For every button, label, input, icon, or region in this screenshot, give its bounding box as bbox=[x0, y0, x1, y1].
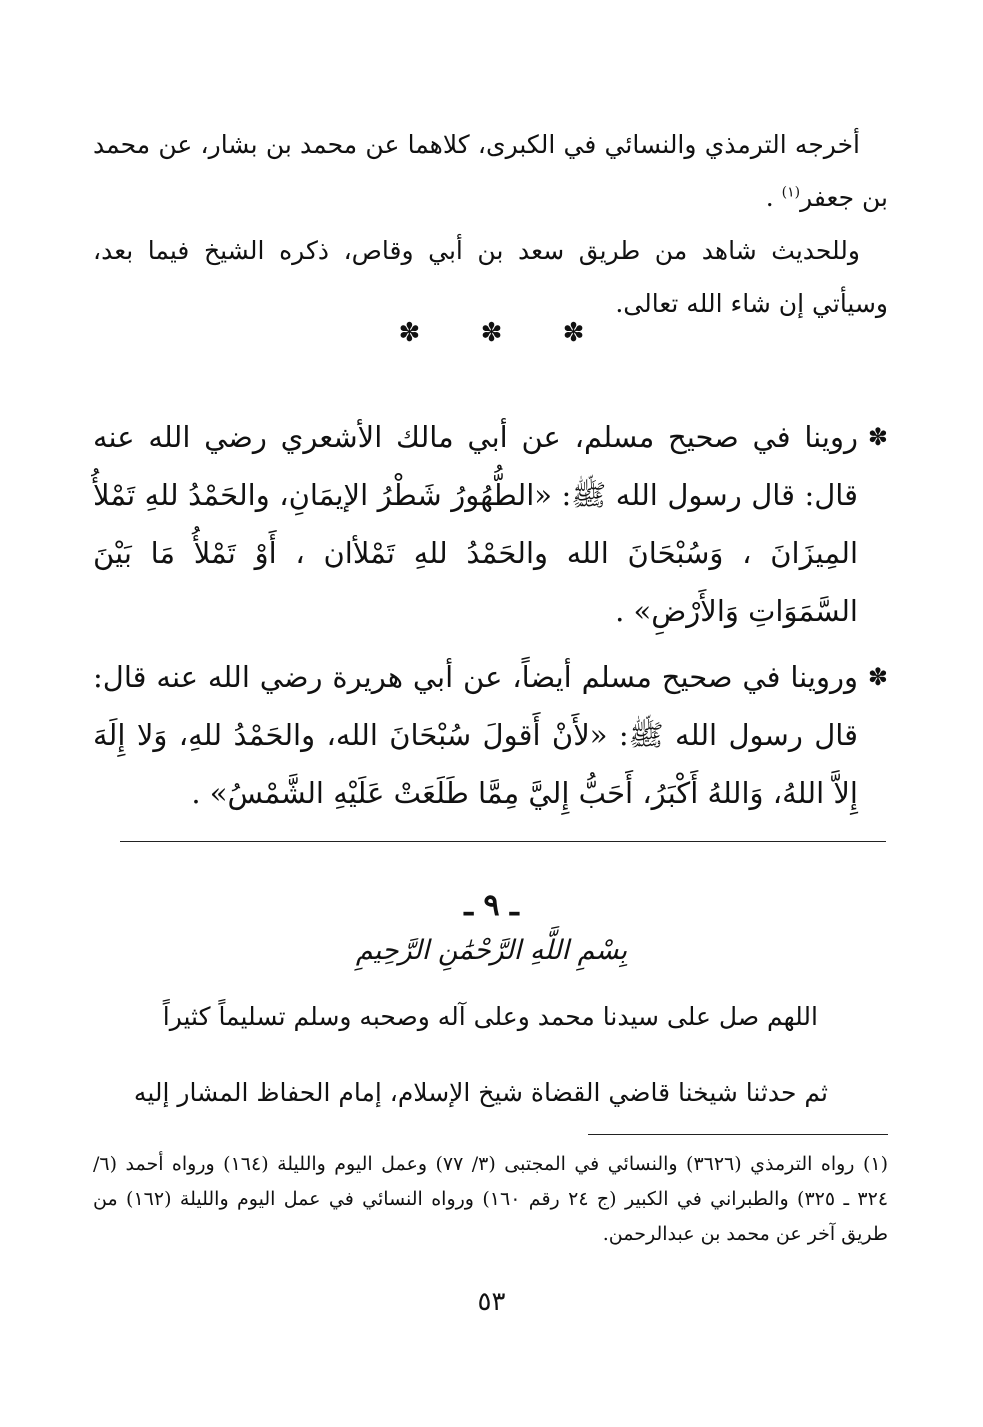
footnote-text: (١) رواه الترمذي (٣٦٢٦) والنسائي في المجتبى (٣/ ٧٧) وعمل اليوم والليلة (١٦٤) ورواه أحمد (٦/ ٣٢٤ ـ ٣٢٥) والطبراني في الكبير (ج ٢٤ رقم ١٦٠) ورواه النسائي في عمل اليوم والليلة (١٦٢) من طريق آخر عن محمد بن عبدالرحمن. bbox=[93, 1153, 889, 1245]
star-separator: ✽ ✽ ✽ bbox=[398, 318, 585, 348]
hadith-section bbox=[93, 408, 888, 830]
intro-paragraph-1-text: أخرجه الترمذي والنسائي في الكبرى، كلاهما عن محمد بن بشار، عن محمد بن جعفر bbox=[93, 130, 888, 212]
hadith-1 bbox=[93, 408, 888, 640]
intro-paragraph-1-end: . bbox=[765, 183, 782, 212]
footnote-divider bbox=[588, 1134, 888, 1135]
hadith-1-text: روينا في صحيح مسلم، عن أبي مالك الأشعري رضي الله عنه قال: قال رسول الله ﷺ: «الطُّهُورُ شَطْرُ الإيمَانِ، والحَمْدُ للهِ تَمْلأُ المِيزَانَ ، وَسُبْحَانَ الله والحَمْدُ للهِ تَمْلأان ، أَوْ تَمْلأُ مَا بَيْنَ السَّمَوَاتِ وَالأَرْضِ» . bbox=[93, 420, 858, 628]
narration-line: ثم حدثنا شيخنا قاضي القضاة شيخ الإسلام، إمام الحفاظ المشار إليه bbox=[133, 1078, 828, 1107]
hadith-2 bbox=[93, 648, 888, 822]
intro-paragraph-1 bbox=[93, 118, 888, 224]
page-number: ٥٣ bbox=[477, 1287, 506, 1317]
intro-paragraph-2: وللحديث شاهد من طريق سعد بن أبي وقاص، ذكره الشيخ فيما بعد، وسيأتي إن شاء الله تعالى. bbox=[93, 236, 888, 318]
section-number: ـ ٩ ـ bbox=[464, 888, 519, 923]
star-bullet-icon: ✽ bbox=[867, 663, 888, 691]
footnote-reference: (١) bbox=[781, 184, 801, 201]
hadith-2-text: وروينا في صحيح مسلم أيضاً، عن أبي هريرة رضي الله عنه قال: قال رسول الله ﷺ: «لأَنْ أَقولَ سُبْحَانَ الله، والحَمْدُ للهِ، وَلا إِلَهَ إِلاَّ اللهُ، وَاللهُ أَكْبَرُ، أَحَبُّ إِليَّ مِمَّا طَلَعَتْ عَلَيْهِ الشَّمْسُ» . bbox=[93, 660, 858, 810]
section-divider bbox=[120, 841, 886, 842]
basmala: بِسْمِ اللَّهِ الرَّحْمَٰنِ الرَّحِيمِ bbox=[355, 935, 628, 966]
footnote bbox=[93, 1147, 888, 1252]
star-bullet-icon: ✽ bbox=[867, 423, 888, 451]
intro-text bbox=[93, 118, 888, 330]
prayer-line: اللهم صل على سيدنا محمد وعلى آله وصحبه وسلم تسليماً كثيراً bbox=[162, 1002, 818, 1031]
